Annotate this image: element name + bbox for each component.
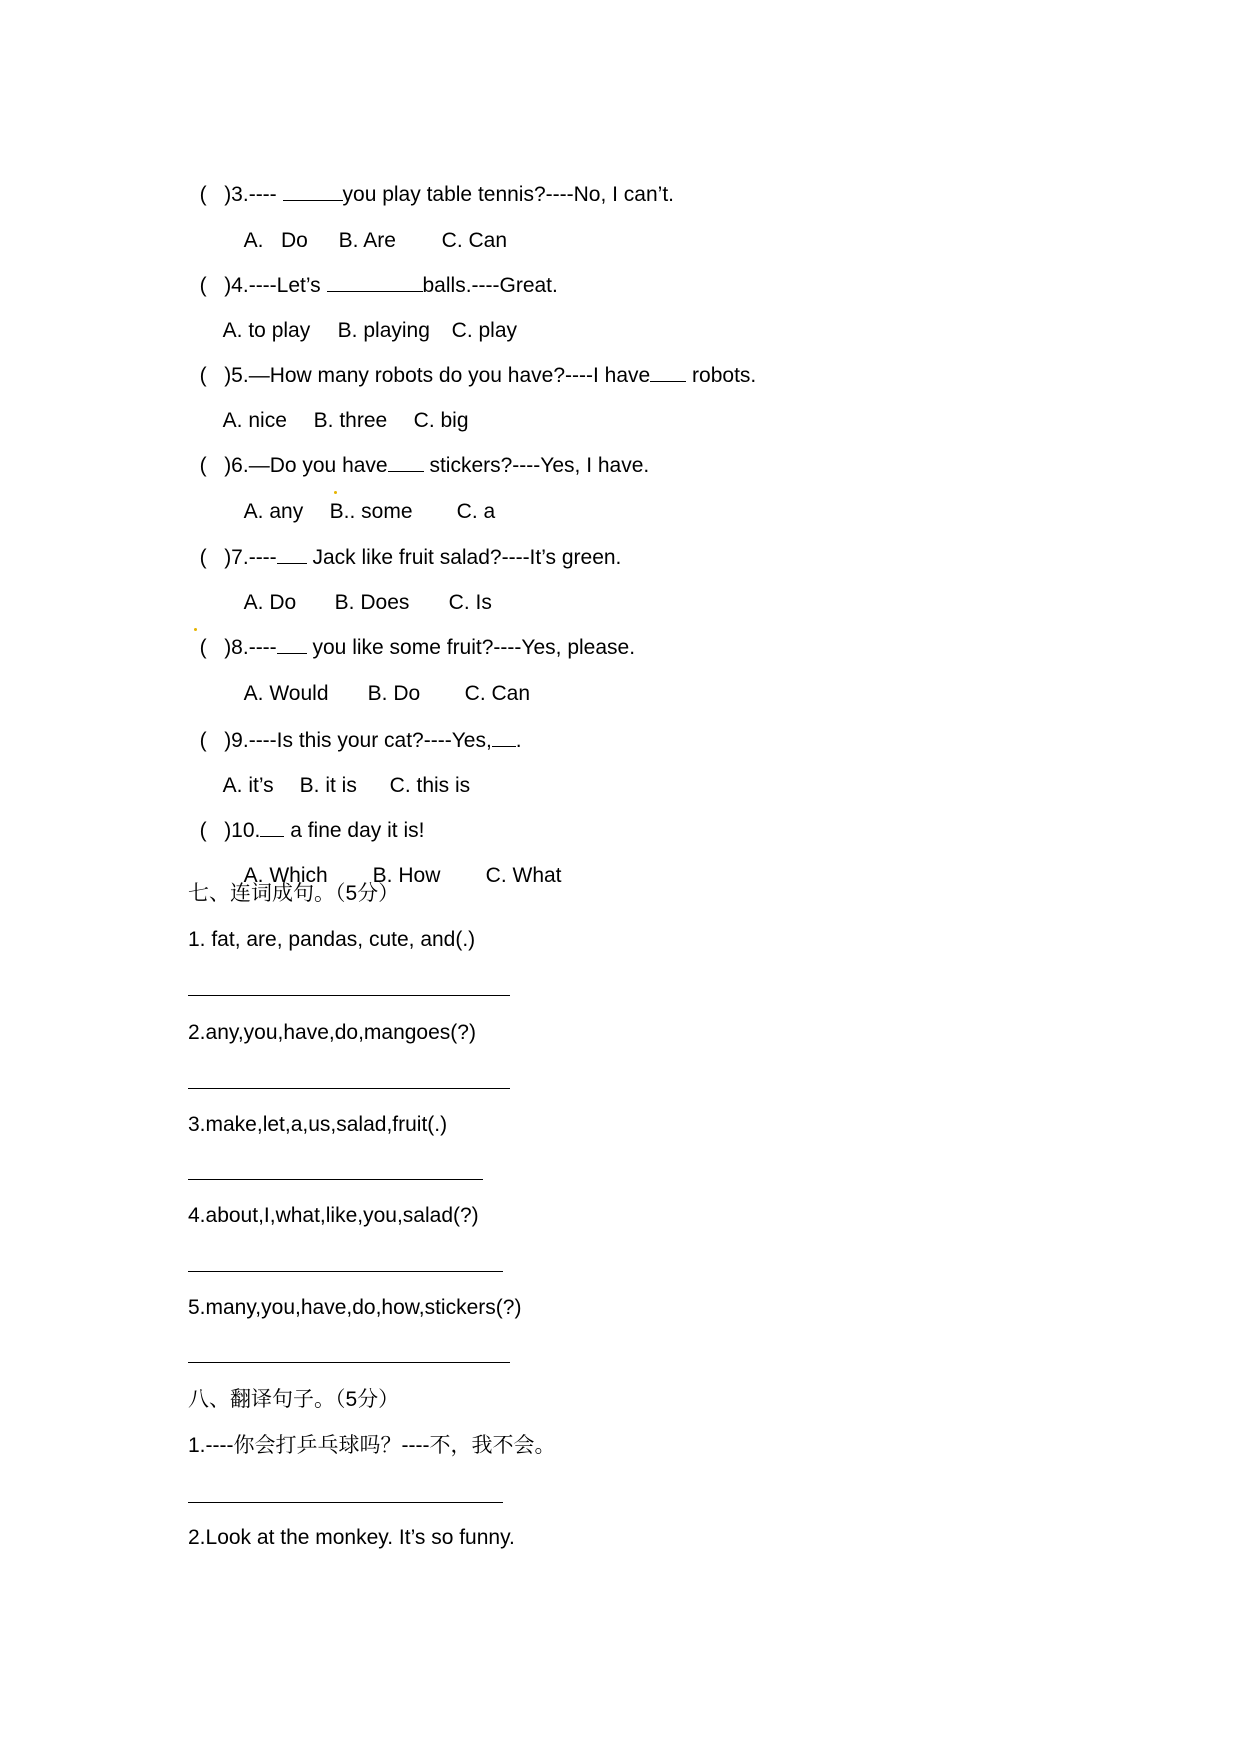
option-c: C. this is [389, 774, 471, 797]
question-text: a fine day it is! [284, 819, 425, 842]
option-b: B. Are [338, 229, 396, 252]
question-number: )5.—How many robots do you have?----I have [224, 364, 651, 387]
option-a: A. it’s [222, 774, 274, 797]
highlight-dot [334, 491, 337, 494]
option-c: C. play [451, 319, 518, 342]
option-b: B. How [372, 864, 441, 887]
highlight-dot [194, 628, 197, 631]
question-text: you play table tennis?----No, I can’t. [342, 183, 675, 206]
option-a: A. Do [243, 229, 308, 252]
question-number: )3.---- [224, 183, 277, 206]
question-text: balls.----Great. [422, 274, 558, 297]
question-number: )10. [224, 819, 261, 842]
section-7-item-2: 2.any,you,have,do,mangoes(?) [188, 1021, 476, 1044]
answer-line [188, 1088, 510, 1089]
question-text: robots. [686, 364, 757, 387]
section-7-item-5: 5.many,you,have,do,how,stickers(?) [188, 1296, 522, 1319]
option-a: A. Do [243, 591, 297, 614]
answer-paren: ( [199, 819, 207, 842]
option-b: B.. some [329, 500, 413, 523]
question-number: )8.---- [224, 636, 277, 659]
option-c: C. Can [464, 682, 531, 705]
answer-line [188, 1502, 503, 1503]
answer-paren: ( [199, 364, 207, 387]
question-text: . [515, 729, 522, 752]
fill-blank [650, 363, 686, 382]
option-b: B. playing [337, 319, 430, 342]
section-7-item-1: 1. fat, are, pandas, cute, and(.) [188, 928, 476, 951]
answer-paren: ( [199, 636, 207, 659]
option-b: B. it is [299, 774, 357, 797]
option-c: C. a [456, 500, 496, 523]
section-7-item-3: 3.make,let,a,us,salad,fruit(.) [188, 1113, 448, 1136]
question-number: )7.---- [224, 546, 277, 569]
answer-line [188, 995, 510, 996]
option-a: A. to play [222, 319, 311, 342]
option-b: B. Does [334, 591, 410, 614]
answer-paren: ( [199, 274, 207, 297]
question-number: )6.—Do you have [224, 454, 388, 477]
section-7-item-4: 4.about,I,what,like,you,salad(?) [188, 1204, 479, 1227]
option-b: B. Do [367, 682, 421, 705]
answer-paren: ( [199, 546, 207, 569]
answer-line [188, 1179, 483, 1180]
fill-blank [492, 728, 516, 747]
option-c: C. What [485, 864, 562, 887]
question-text: Jack like fruit salad?----It’s green. [306, 546, 622, 569]
option-a: A. any [243, 500, 304, 523]
option-a: A. nice [222, 409, 287, 432]
option-a: A. Would [243, 682, 329, 705]
option-c: C. Is [448, 591, 492, 614]
option-a: A. Which [243, 864, 328, 887]
answer-paren: ( [199, 183, 207, 206]
section-8-title: 八、翻译句子。（5分） [188, 1388, 400, 1411]
section-7-title: 七、连词成句。（5分） [188, 882, 400, 905]
answer-line [188, 1271, 503, 1272]
question-text: you like some fruit?----Yes, please. [306, 636, 636, 659]
question-text: stickers?----Yes, I have. [423, 454, 650, 477]
option-c: C. Can [441, 229, 508, 252]
question-number: )4.----Let’s [224, 274, 321, 297]
section-8-item-1: 1.----你会打乒乓球吗？----不，我不会。 [188, 1434, 556, 1457]
question-number: )9.----Is this your cat?----Yes, [224, 729, 492, 752]
option-b: B. three [313, 409, 388, 432]
answer-paren: ( [199, 729, 207, 752]
answer-line [188, 1362, 510, 1363]
answer-paren: ( [199, 454, 207, 477]
section-8-item-2: 2.Look at the monkey. It’s so funny. [188, 1526, 515, 1549]
option-c: C. big [413, 409, 469, 432]
